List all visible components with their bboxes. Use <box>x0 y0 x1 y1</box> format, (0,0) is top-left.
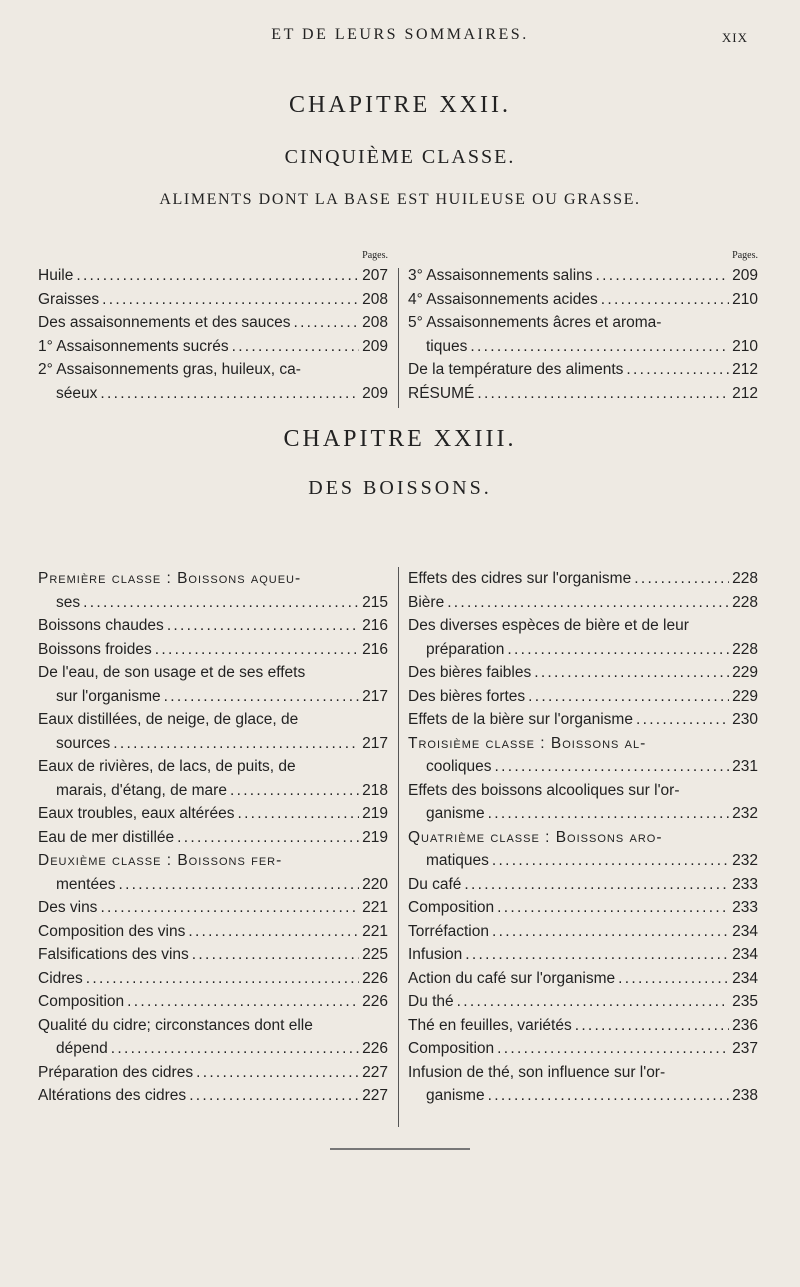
toc-entry <box>408 920 758 944</box>
toc-entry-page: 217 <box>362 734 388 752</box>
leader-dots <box>102 288 359 312</box>
leader-dots <box>100 382 359 406</box>
toc-entry-page: 234 <box>732 969 758 987</box>
toc-entry-title: ganisme <box>426 805 485 822</box>
toc-entry <box>38 779 388 803</box>
leader-dots <box>618 967 729 991</box>
leader-dots <box>575 1014 729 1038</box>
toc-entry <box>408 685 758 709</box>
leader-dots <box>497 896 729 920</box>
leader-dots <box>634 567 729 591</box>
toc-entry-page: 212 <box>732 361 758 378</box>
toc-entry <box>38 358 388 382</box>
leader-dots <box>83 591 359 615</box>
toc-entry-page: 232 <box>732 805 758 822</box>
toc-entry-page: 210 <box>732 337 758 355</box>
leader-dots <box>528 685 729 709</box>
toc-entry-page: 226 <box>362 993 388 1010</box>
toc-entry-title: Des assaisonnements et des sauces <box>38 314 291 331</box>
toc-entry-title: Infusion de thé, son influence sur l'or- <box>408 1063 666 1081</box>
leader-dots <box>127 990 359 1014</box>
toc-entry <box>38 732 388 756</box>
toc-entry <box>38 685 388 709</box>
toc-entry-title: dépend <box>56 1040 108 1057</box>
toc-entry-page: 216 <box>362 640 388 658</box>
toc-entry <box>408 614 758 638</box>
toc-entry-title: Première classe : Boissons aqueu- <box>38 570 302 587</box>
leader-dots <box>167 614 359 638</box>
toc-entry-page: 226 <box>362 1040 388 1057</box>
column-divider <box>398 567 399 1127</box>
toc-entry-page: 236 <box>732 1016 758 1034</box>
chapter-22-right-column <box>408 250 758 405</box>
toc-entry <box>38 896 388 920</box>
toc-entry-page: 216 <box>362 617 388 634</box>
toc-entry-title: cooliques <box>426 758 492 775</box>
leader-dots <box>492 849 729 873</box>
toc-entry-title: préparation <box>426 640 505 658</box>
chapter-22-left-column <box>38 250 388 405</box>
toc-entry-page: 227 <box>362 1063 388 1081</box>
toc-entry-title: ganisme <box>426 1087 485 1104</box>
leader-dots <box>464 873 729 897</box>
toc-entry <box>38 849 388 873</box>
leader-dots <box>465 943 729 967</box>
toc-entry-page: 228 <box>732 570 758 587</box>
leader-dots <box>507 638 729 662</box>
toc-entry-page: 218 <box>362 781 388 799</box>
toc-entry-title: De l'eau, de son usage et de ses effets <box>38 664 306 681</box>
page-number: XIX <box>721 30 748 45</box>
toc-entry <box>38 591 388 615</box>
leader-dots <box>118 873 359 897</box>
toc-entry <box>408 896 758 920</box>
toc-entry-title: matiques <box>426 852 489 869</box>
toc-entry <box>38 264 388 288</box>
toc-entry <box>38 382 388 406</box>
toc-entry-title: marais, d'étang, de mare <box>56 781 227 799</box>
toc-entry <box>408 779 758 803</box>
bottom-rule <box>330 1148 470 1150</box>
toc-entry-title: sources <box>56 734 111 752</box>
leader-dots <box>113 732 359 756</box>
leader-dots <box>293 311 359 335</box>
toc-entry <box>38 873 388 897</box>
toc-entry <box>408 661 758 685</box>
toc-entry <box>408 1014 758 1038</box>
toc-entry-title: Torréfaction <box>408 922 489 940</box>
toc-entry-title: Boissons chaudes <box>38 617 164 634</box>
toc-entry-page: 207 <box>362 267 388 284</box>
toc-entry <box>408 967 758 991</box>
leader-dots <box>488 1084 730 1108</box>
toc-entry-page: 220 <box>362 875 388 893</box>
toc-entry <box>408 1061 758 1085</box>
toc-entry <box>408 288 758 312</box>
toc-entry <box>38 920 388 944</box>
toc-entry <box>38 567 388 591</box>
toc-entry-title: ses <box>56 593 81 611</box>
leader-dots <box>237 802 359 826</box>
toc-entry <box>38 1061 388 1085</box>
toc-entry-page: 219 <box>362 805 388 822</box>
toc-entry <box>38 708 388 732</box>
toc-entry-title: Quatrième classe : Boissons aro- <box>408 828 663 846</box>
toc-entry-title: tiques <box>426 337 468 355</box>
toc-entry-page: 233 <box>732 875 758 893</box>
toc-entry-title: 4° Assaisonnements acides <box>408 290 598 308</box>
toc-entry-page: 209 <box>362 337 388 355</box>
leader-dots <box>188 920 359 944</box>
leader-dots <box>196 1061 359 1085</box>
toc-entry <box>38 826 388 850</box>
toc-entry-page: 215 <box>362 593 388 611</box>
toc-entry-page: 212 <box>732 384 758 402</box>
toc-entry <box>408 1084 758 1108</box>
toc-entry <box>408 826 758 850</box>
toc-entry-page: 228 <box>732 593 758 611</box>
toc-entry <box>38 661 388 685</box>
toc-entry <box>38 755 388 779</box>
toc-entry-page: 221 <box>362 922 388 940</box>
toc-entry <box>408 755 758 779</box>
leader-dots <box>626 358 729 382</box>
toc-entry-page: 232 <box>732 852 758 869</box>
toc-entry-title: Eaux de rivières, de lacs, de puits, de <box>38 758 296 775</box>
leader-dots <box>470 335 729 359</box>
toc-entry-title: Des bières fortes <box>408 687 526 705</box>
toc-entry <box>408 638 758 662</box>
toc-entry-title: Des bières faibles <box>408 664 532 681</box>
leader-dots <box>189 1084 359 1108</box>
chapter-23-title: CHAPITRE XXIII. <box>283 426 517 452</box>
leader-dots <box>477 382 729 406</box>
leader-dots <box>492 920 729 944</box>
toc-entry <box>408 732 758 756</box>
toc-entry-title: RÉSUMÉ <box>408 384 475 402</box>
toc-entry <box>408 990 758 1014</box>
toc-entry <box>408 873 758 897</box>
leader-dots <box>457 990 729 1014</box>
leader-dots <box>86 967 359 991</box>
toc-entry-title: Du café <box>408 875 462 893</box>
toc-entry-page: 230 <box>732 711 758 728</box>
chapter-23-left-column <box>38 567 388 1108</box>
toc-entry <box>408 849 758 873</box>
toc-entry-title: 2° Assaisonnements gras, huileux, ca- <box>38 361 301 378</box>
toc-entry-title: Boissons froides <box>38 640 152 658</box>
toc-entry <box>38 311 388 335</box>
toc-entry-title: Composition <box>408 1040 495 1057</box>
toc-entry <box>408 591 758 615</box>
leader-dots <box>100 896 359 920</box>
toc-entry-page: 219 <box>362 828 388 846</box>
toc-entry <box>408 802 758 826</box>
toc-entry-page: 233 <box>732 899 758 916</box>
toc-entry-title: Du thé <box>408 993 454 1010</box>
toc-entry-page: 238 <box>732 1087 758 1104</box>
column-divider <box>398 268 399 408</box>
toc-entry <box>38 1084 388 1108</box>
toc-entry-title: 3° Assaisonnements salins <box>408 267 593 284</box>
toc-entry-title: Composition <box>408 899 495 916</box>
toc-entry <box>38 288 388 312</box>
pages-label: Pages. <box>732 250 758 261</box>
toc-entry-page: 226 <box>362 969 388 987</box>
toc-entry <box>38 1037 388 1061</box>
chapter-23-subject: DES BOISSONS. <box>308 477 492 499</box>
toc-entry <box>408 567 758 591</box>
running-head: ET DE LEURS SOMMAIRES. <box>271 26 529 43</box>
leader-dots <box>636 708 729 732</box>
toc-entry <box>408 335 758 359</box>
toc-entry <box>408 311 758 335</box>
toc-entry-title: Effets des cidres sur l'organisme <box>408 570 632 587</box>
leader-dots <box>447 591 729 615</box>
chapter-22-class-title: CINQUIÈME CLASSE. <box>284 146 516 168</box>
toc-entry-title: Eau de mer distillée <box>38 828 175 846</box>
toc-entry-title: Eaux distillées, de neige, de glace, de <box>38 711 299 728</box>
toc-entry-title: Bière <box>408 593 445 611</box>
toc-entry-title: De la température des aliments <box>408 361 624 378</box>
toc-entry-title: sur l'organisme <box>56 687 161 705</box>
toc-entry <box>38 1014 388 1038</box>
toc-entry-page: 229 <box>732 664 758 681</box>
toc-entry-title: 5° Assaisonnements âcres et aroma- <box>408 314 662 331</box>
leader-dots <box>177 826 359 850</box>
leader-dots <box>76 264 359 288</box>
toc-entry <box>408 943 758 967</box>
toc-entry-title: Altérations des cidres <box>38 1087 187 1104</box>
toc-entry-page: 209 <box>732 267 758 284</box>
toc-entry-title: Infusion <box>408 946 463 963</box>
toc-entry <box>408 708 758 732</box>
toc-entry <box>38 990 388 1014</box>
leader-dots <box>495 755 730 779</box>
toc-entry-title: Des diverses espèces de bière et de leur <box>408 617 689 634</box>
toc-entry <box>38 638 388 662</box>
toc-entry-title: 1° Assaisonnements sucrés <box>38 337 229 355</box>
leader-dots <box>232 335 360 359</box>
toc-entry-title: Action du café sur l'organisme <box>408 969 616 987</box>
toc-entry-title: mentées <box>56 875 116 893</box>
leader-dots <box>601 288 729 312</box>
toc-entry <box>408 358 758 382</box>
toc-entry-page: 221 <box>362 899 388 916</box>
leader-dots <box>111 1037 359 1061</box>
toc-entry <box>38 614 388 638</box>
toc-entry-page: 234 <box>732 946 758 963</box>
toc-entry-title: Composition des vins <box>38 922 186 940</box>
toc-entry-page: 237 <box>732 1040 758 1057</box>
toc-entry <box>408 1037 758 1061</box>
toc-entry-title: Huile <box>38 267 74 284</box>
toc-entry-page: 229 <box>732 687 758 705</box>
toc-entry-page: 228 <box>732 640 758 658</box>
toc-entry-page: 208 <box>362 290 388 308</box>
toc-entry-title: Troisième classe : Boissons al- <box>408 734 647 752</box>
toc-entry-page: 209 <box>362 384 388 402</box>
toc-entry-title: Préparation des cidres <box>38 1063 194 1081</box>
toc-entry-title: Qualité du cidre; circonstances dont elle <box>38 1016 313 1034</box>
leader-dots <box>497 1037 729 1061</box>
toc-entry-title: Cidres <box>38 969 83 987</box>
toc-entry-page: 231 <box>732 758 758 775</box>
leader-dots <box>534 661 729 685</box>
toc-entry-page: 210 <box>732 290 758 308</box>
chapter-23-right-column <box>408 567 758 1108</box>
toc-entry <box>38 802 388 826</box>
toc-entry <box>38 943 388 967</box>
toc-entry-title: Eaux troubles, eaux altérées <box>38 805 235 822</box>
chapter-22-title: CHAPITRE XXII. <box>289 92 511 118</box>
toc-entry-title: Graisses <box>38 290 100 308</box>
toc-entry-title: Falsifications des vins <box>38 946 189 963</box>
toc-entry-page: 208 <box>362 314 388 331</box>
toc-entry-title: Composition <box>38 993 125 1010</box>
chapter-22-subject: ALIMENTS DONT LA BASE EST HUILEUSE OU GRASSE. <box>159 191 641 208</box>
toc-entry-page: 234 <box>732 922 758 940</box>
leader-dots <box>596 264 730 288</box>
toc-entry-title: Deuxième classe : Boissons fer- <box>38 852 283 869</box>
toc-entry <box>38 335 388 359</box>
toc-entry-title: Effets des boissons alcooliques sur l'or- <box>408 781 680 799</box>
toc-entry <box>38 967 388 991</box>
toc-entry-title: Des vins <box>38 899 98 916</box>
toc-entry <box>408 264 758 288</box>
toc-entry-title: Effets de la bière sur l'organisme <box>408 711 633 728</box>
toc-entry-page: 235 <box>732 993 758 1010</box>
leader-dots <box>192 943 359 967</box>
toc-entry-page: 225 <box>362 946 388 963</box>
toc-entry-title: Thé en feuilles, variétés <box>408 1016 572 1034</box>
leader-dots <box>164 685 360 709</box>
toc-entry-page: 217 <box>362 687 388 705</box>
toc-entry-page: 227 <box>362 1087 388 1104</box>
leader-dots <box>488 802 730 826</box>
leader-dots <box>230 779 359 803</box>
toc-entry <box>408 382 758 406</box>
leader-dots <box>155 638 359 662</box>
toc-entry-title: séeux <box>56 384 98 402</box>
pages-label: Pages. <box>362 250 388 261</box>
